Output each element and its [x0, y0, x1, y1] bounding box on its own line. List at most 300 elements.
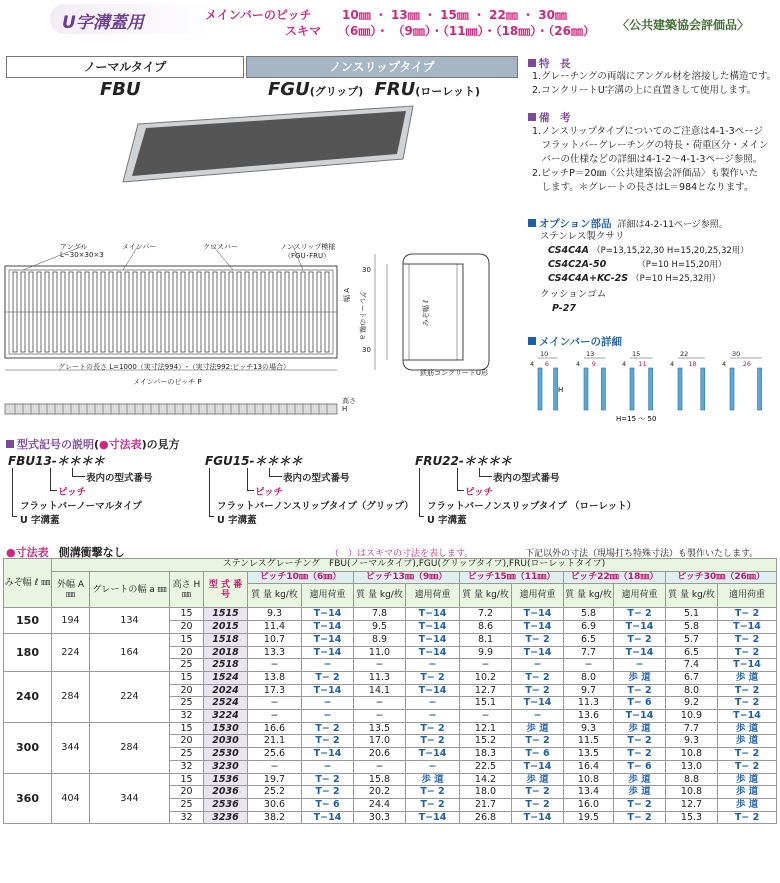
- cell-mass: 15.3: [666, 811, 718, 824]
- option-row-1: CS4C4A （P=13,15,22,30 H=15,20,25,32用）: [548, 245, 749, 256]
- cell-mass: 26.8: [460, 811, 512, 824]
- code-example: FBU13-＊＊＊＊: [8, 454, 105, 468]
- cell-load: T−14: [406, 608, 460, 621]
- cell-load: T− 2: [302, 722, 354, 735]
- features-marker: [528, 59, 536, 67]
- code-bracket: [247, 468, 254, 491]
- code-bracket: [209, 468, 214, 517]
- cell-mass: 20.2: [354, 786, 406, 799]
- cell-model-no: 2518: [204, 659, 248, 672]
- cell-model-no: 1536: [204, 773, 248, 786]
- cell-load: T− 6: [614, 760, 666, 773]
- cell-outer-width: 284: [52, 671, 90, 722]
- cell-load: 歩 道: [512, 722, 564, 735]
- cell-load: T− 2: [512, 735, 564, 748]
- codes-marker: [6, 440, 14, 448]
- cell-mass: 13.5: [564, 748, 614, 761]
- cell-mass: 8.9: [354, 633, 406, 646]
- cell-load: 歩 道: [718, 773, 777, 786]
- remarks-item-4: 2.ピッチP＝20㎜〈公共建築協会評価品〉も製作いた: [532, 168, 759, 179]
- mainbar-pitch: 10: [540, 350, 549, 358]
- cell-mass: 10.8: [666, 748, 718, 761]
- cell-height: 32: [170, 760, 204, 773]
- table-note-special: 下記以外の寸法（現場打ち特殊寸法）も製作いたします。: [525, 549, 759, 559]
- cell-model-no: 2030: [204, 735, 248, 748]
- options-rubber-code: P-27: [552, 303, 576, 314]
- mainbar-section: [554, 368, 558, 410]
- code-bracket: [479, 468, 492, 477]
- cell-mass: 13.3: [248, 646, 302, 659]
- cell-mass: 8.0: [564, 671, 614, 684]
- th-outer-width: 外幅 A ㎜: [52, 571, 90, 608]
- cell-model-no: 2524: [204, 697, 248, 710]
- table-row: [4, 722, 777, 735]
- cell-load: T−14: [614, 710, 666, 723]
- th-load: 適用荷重: [406, 584, 460, 608]
- cell-mass: 5.8: [666, 621, 718, 634]
- cell-load: T−14: [406, 633, 460, 646]
- cell-load: T− 2: [512, 798, 564, 811]
- cell-mass: 10.8: [666, 786, 718, 799]
- cell-load: T−14: [302, 811, 354, 824]
- options-chain: ステンレス製クサリ: [540, 231, 625, 242]
- cell-mass: 11.5: [564, 735, 614, 748]
- cell-load: 歩 道: [718, 722, 777, 735]
- label-width-a: 幅 A: [343, 287, 352, 303]
- cell-mass: 7.7: [564, 646, 614, 659]
- cell-mass: 13.0: [666, 760, 718, 773]
- cell-grate-width: 164: [90, 633, 170, 671]
- cell-groove-width: 180: [4, 633, 52, 671]
- cell-load: T− 6: [302, 798, 354, 811]
- cell-mass: 11.3: [564, 697, 614, 710]
- cell-mass: 13.5: [354, 722, 406, 735]
- cell-load: T− 2: [718, 684, 777, 697]
- cell-load: −: [406, 710, 460, 723]
- code-pitch: ピッチ: [58, 487, 87, 498]
- th-mass: 質 量 kg/枚: [248, 584, 302, 608]
- cell-load: T−14: [302, 621, 354, 634]
- mainbar-section: [630, 368, 634, 410]
- cell-mass: −: [248, 710, 302, 723]
- cell-height: 15: [170, 722, 204, 735]
- cell-outer-width: 404: [52, 773, 90, 824]
- cell-load: 歩 道: [614, 671, 666, 684]
- cell-load: T− 2: [512, 671, 564, 684]
- cell-mass: −: [460, 659, 512, 672]
- cell-load: T−14: [614, 646, 666, 659]
- page-category: U字溝蓋用: [62, 13, 144, 33]
- cell-load: −: [406, 659, 460, 672]
- cell-model-no: 3224: [204, 710, 248, 723]
- label-nonslip: ノンスリップ模様: [280, 243, 336, 251]
- cell-grate-width: 224: [90, 671, 170, 722]
- cell-mass: 25.6: [248, 748, 302, 761]
- label-crossbar: クロスバー: [203, 243, 238, 251]
- code-type-no: 表内の型式番号: [283, 473, 350, 484]
- th-grate-width: グレートの幅 a ㎜: [90, 571, 170, 608]
- pitch-values: 10㎜ ・ 13㎜ ・ 15㎜ ・ 22㎜ ・ 30㎜: [342, 8, 567, 22]
- cell-mass: 19.5: [564, 811, 614, 824]
- cell-load: −: [614, 659, 666, 672]
- mainbar-pitch: 22: [680, 350, 689, 358]
- cell-load: 歩 道: [614, 722, 666, 735]
- cell-mass: 6.7: [666, 671, 718, 684]
- cell-mass: 9.5: [354, 621, 406, 634]
- cell-load: −: [302, 710, 354, 723]
- code-bracket: [12, 468, 17, 517]
- mainbar-gap: 11: [638, 360, 647, 368]
- mainbar-detail-drawing: [528, 346, 778, 424]
- cell-load: T−14: [512, 697, 564, 710]
- cell-load: T− 2: [512, 684, 564, 697]
- cell-mass: 8.1: [460, 633, 512, 646]
- cell-mass: 15.1: [460, 697, 512, 710]
- table-row: [4, 671, 777, 684]
- cell-load: T− 2: [302, 735, 354, 748]
- cell-model-no: 1515: [204, 608, 248, 621]
- cell-mass: −: [354, 697, 406, 710]
- th-mass: 質 量 kg/枚: [354, 584, 406, 608]
- cell-mass: 13.6: [564, 710, 614, 723]
- cell-mass: 8.6: [460, 621, 512, 634]
- cell-load: T−14: [406, 748, 460, 761]
- th-pitch-22: ピッチ22㎜（18㎜）: [564, 571, 666, 584]
- cell-mass: 7.4: [666, 659, 718, 672]
- cell-load: T−14: [512, 760, 564, 773]
- mainbar-thickness: 4: [622, 360, 627, 368]
- option-row-2: CS4C2A-50 （P=10 H=15,20用）: [548, 259, 727, 270]
- cell-mass: −: [460, 710, 512, 723]
- cell-load: T−14: [302, 608, 354, 621]
- cell-load: T− 2: [406, 722, 460, 735]
- code-example: FRU22-＊＊＊＊: [415, 454, 512, 468]
- cell-model-no: 2036: [204, 786, 248, 799]
- mainbar-thickness: 4: [670, 360, 675, 368]
- th-top: ステンレスグレーチング FBU(ノーマルタイプ),FGU(グリップタイプ),FRU(ローレットタイプ): [52, 559, 777, 572]
- type-normal-label: ノーマルタイプ: [6, 56, 244, 78]
- cell-mass: 15.2: [460, 735, 512, 748]
- code-u: U 字溝蓋: [217, 515, 257, 526]
- cell-mass: 7.2: [460, 608, 512, 621]
- features-item-1: 1.グレーチングの両端にアングル材を溶接した構造です。: [532, 71, 777, 82]
- cell-load: T− 2: [614, 735, 666, 748]
- mainbar-section: [758, 368, 762, 410]
- cell-mass: 10.8: [564, 773, 614, 786]
- cell-height: 20: [170, 735, 204, 748]
- cell-mass: 5.8: [564, 608, 614, 621]
- table-note-gap: （ ）はスキマの寸法を表します。: [330, 549, 474, 559]
- cell-model-no: 2530: [204, 748, 248, 761]
- cell-mass: 11.4: [248, 621, 302, 634]
- model-fru: FRU: [374, 79, 416, 100]
- cell-mass: 7.7: [666, 722, 718, 735]
- cell-mass: −: [354, 710, 406, 723]
- cell-mass: 20.6: [354, 748, 406, 761]
- code-u: U 字溝蓋: [427, 515, 467, 526]
- mainbar-gap: 26: [742, 360, 752, 368]
- cell-mass: −: [354, 760, 406, 773]
- cell-mass: 22.5: [460, 760, 512, 773]
- cell-mass: 21.1: [248, 735, 302, 748]
- cell-mass: 16.6: [248, 722, 302, 735]
- table-row: [4, 773, 777, 786]
- cell-load: T−14: [512, 811, 564, 824]
- cell-mass: 16.0: [564, 798, 614, 811]
- table-row: [4, 608, 777, 621]
- cell-mass: 13.4: [564, 786, 614, 799]
- cell-mass: 7.8: [354, 608, 406, 621]
- cell-load: T−14: [302, 646, 354, 659]
- th-model-no: 型 式 番 号: [204, 571, 248, 608]
- cell-mass: −: [564, 659, 614, 672]
- label-pitch: メインバーのピッチ P: [133, 378, 202, 386]
- cell-height: 15: [170, 633, 204, 646]
- cell-height: 32: [170, 811, 204, 824]
- cell-model-no: 3230: [204, 760, 248, 773]
- remarks-item-2: フラットバーグレーチングの特長・荷重区分・メイン: [532, 140, 769, 151]
- cell-load: 歩 道: [406, 773, 460, 786]
- cell-model-no: 2024: [204, 684, 248, 697]
- cell-mass: 8.0: [666, 684, 718, 697]
- th-pitch-10: ピッチ10㎜（6㎜）: [248, 571, 354, 584]
- cell-load: T−14: [512, 646, 564, 659]
- label-grate-width: グレートの幅 a: [358, 290, 367, 340]
- cell-mass: 5.1: [666, 608, 718, 621]
- cell-height: 15: [170, 671, 204, 684]
- code-pitch: ピッチ: [255, 487, 284, 498]
- th-pitch-13: ピッチ13㎜（9㎜）: [354, 571, 460, 584]
- label-height: 高さH: [342, 397, 356, 413]
- cell-mass: 30.3: [354, 811, 406, 824]
- mainbar-marker: [528, 337, 536, 345]
- mainbar-gap: 9: [591, 360, 596, 368]
- cell-mass: 24.4: [354, 798, 406, 811]
- cell-grate-width: 134: [90, 608, 170, 633]
- cell-groove-width: 300: [4, 722, 52, 773]
- cell-load: −: [512, 710, 564, 723]
- cell-mass: 19.7: [248, 773, 302, 786]
- cell-model-no: 1524: [204, 671, 248, 684]
- org-badge: 〈公共建築協会評価品〉: [617, 18, 750, 32]
- cell-outer-width: 224: [52, 633, 90, 671]
- cell-height: 15: [170, 608, 204, 621]
- cell-mass: −: [248, 659, 302, 672]
- cell-load: T− 2: [718, 811, 777, 824]
- cell-mass: 8.8: [666, 773, 718, 786]
- cell-mass: 9.7: [564, 684, 614, 697]
- cell-load: T− 2: [302, 671, 354, 684]
- code-pitch: ピッチ: [465, 487, 494, 498]
- options-rubber: クッションゴム: [540, 289, 607, 300]
- cell-height: 32: [170, 710, 204, 723]
- cell-load: T−14: [718, 621, 777, 634]
- th-pitch-30: ピッチ30㎜（26㎜）: [666, 571, 777, 584]
- remarks-item-5: します。＊グレートの長さはL＝984となります。: [532, 182, 754, 193]
- cell-mass: −: [248, 697, 302, 710]
- cell-load: 歩 道: [718, 735, 777, 748]
- code-bracket: [72, 468, 85, 477]
- cell-mass: 9.9: [460, 646, 512, 659]
- cell-mass: 11.3: [354, 671, 406, 684]
- label-u-groove: 鉄筋コンクリートU形: [420, 369, 488, 377]
- cell-load: −: [512, 659, 564, 672]
- cell-model-no: 2018: [204, 646, 248, 659]
- cell-mass: 6.5: [666, 646, 718, 659]
- gap-values: （6㎜）・ （9㎜）・（11㎜）・（18㎜）・（26㎜）: [338, 24, 595, 38]
- mainbar-section: [538, 368, 542, 410]
- label-angle: アングル: [60, 243, 88, 251]
- cell-load: T− 6: [512, 748, 564, 761]
- cell-load: T− 6: [614, 697, 666, 710]
- cell-groove-width: 240: [4, 671, 52, 722]
- mainbar-thickness: 4: [722, 360, 727, 368]
- cell-height: 25: [170, 798, 204, 811]
- cell-load: T− 2: [718, 697, 777, 710]
- cell-load: T− 2: [512, 633, 564, 646]
- cell-mass: 12.7: [460, 684, 512, 697]
- cell-model-no: 1530: [204, 722, 248, 735]
- code-bracket: [50, 468, 57, 491]
- mainbar-section: [678, 368, 682, 410]
- mainbar-section: [649, 368, 653, 410]
- cell-mass: 10.9: [666, 710, 718, 723]
- label-length: グレートの長さ L=1000（実寸法994）･（実寸法992:ピッチ13の場合）: [58, 363, 291, 371]
- remarks-item-1: 1.ノンスリップタイプについてのご注意は4-1-3ページ: [532, 126, 763, 137]
- grating-illustration: [118, 104, 418, 184]
- mainbar-pitch: 15: [632, 350, 641, 358]
- mainbar-section: [701, 368, 705, 410]
- code-kind: フラットバーノーマルタイプ: [20, 501, 142, 512]
- th-load: 適用荷重: [614, 584, 666, 608]
- cell-height: 20: [170, 684, 204, 697]
- code-bracket: [269, 468, 282, 477]
- cell-mass: 6.9: [564, 621, 614, 634]
- cell-mass: 21.7: [460, 798, 512, 811]
- mainbar-pitch: 13: [586, 350, 595, 358]
- cell-model-no: 2015: [204, 621, 248, 634]
- cell-load: 歩 道: [614, 786, 666, 799]
- remarks-title: 備 考: [528, 110, 571, 125]
- cell-mass: 15.8: [354, 773, 406, 786]
- cell-grate-width: 344: [90, 773, 170, 824]
- cell-height: 20: [170, 621, 204, 634]
- code-bracket: [457, 468, 464, 491]
- cell-mass: 12.1: [460, 722, 512, 735]
- cell-load: T− 2: [718, 646, 777, 659]
- cell-height: 25: [170, 697, 204, 710]
- cell-load: T− 2: [406, 735, 460, 748]
- cell-model-no: 1518: [204, 633, 248, 646]
- cell-outer-width: 344: [52, 722, 90, 773]
- cell-load: −: [406, 697, 460, 710]
- cell-load: T− 2: [718, 760, 777, 773]
- cell-load: 歩 道: [512, 773, 564, 786]
- mainbar-gap: 6: [544, 360, 549, 368]
- options-marker: [528, 219, 536, 227]
- mainbar-thickness: 4: [576, 360, 581, 368]
- model-fbu: FBU: [100, 79, 141, 100]
- cell-load: T−14: [614, 621, 666, 634]
- model-fru-note: (ローレット): [415, 85, 481, 98]
- code-example: FGU15-＊＊＊＊: [205, 454, 303, 468]
- cell-mass: 30.6: [248, 798, 302, 811]
- cell-load: T− 2: [718, 748, 777, 761]
- code-kind: フラットバーノンスリップタイプ（グリップ）: [217, 501, 414, 512]
- code-bracket: [419, 468, 424, 517]
- cell-load: −: [302, 659, 354, 672]
- option-row-3: CS4C4A+KC-2S （P=10 H=25,32用）: [548, 273, 721, 284]
- cell-load: T− 2: [614, 633, 666, 646]
- cell-load: T− 2: [718, 608, 777, 621]
- cell-mass: 9.3: [666, 735, 718, 748]
- remarks-marker: [528, 113, 536, 121]
- label-mainbar: メインバー: [122, 243, 157, 251]
- cell-load: T− 2: [614, 608, 666, 621]
- cell-mass: 5.7: [666, 633, 718, 646]
- cell-mass: 17.3: [248, 684, 302, 697]
- cell-load: T−14: [302, 748, 354, 761]
- features-title: 特 長: [528, 56, 571, 71]
- remarks-item-3: バーの仕様などの詳細は4-1-2～4-1-3ページ参照。: [532, 154, 763, 165]
- cell-load: T− 2: [406, 798, 460, 811]
- cell-height: 20: [170, 646, 204, 659]
- cell-mass: −: [354, 659, 406, 672]
- cell-load: T− 2: [614, 798, 666, 811]
- cell-height: 25: [170, 659, 204, 672]
- code-type-no: 表内の型式番号: [493, 473, 560, 484]
- th-pitch-15: ピッチ15㎜（11㎜）: [460, 571, 564, 584]
- cell-mass: 16.4: [564, 760, 614, 773]
- cell-mass: −: [248, 760, 302, 773]
- cell-load: T− 2: [614, 811, 666, 824]
- cell-mass: 10.7: [248, 633, 302, 646]
- cell-height: 25: [170, 748, 204, 761]
- model-fgu: FGU: [268, 79, 310, 100]
- cell-load: T−14: [406, 621, 460, 634]
- cell-mass: 11.0: [354, 646, 406, 659]
- cell-groove-width: 150: [4, 608, 52, 633]
- th-mass: 質 量 kg/枚: [460, 584, 512, 608]
- dimension-table: [3, 558, 777, 824]
- cell-load: T−14: [406, 684, 460, 697]
- cell-height: 20: [170, 786, 204, 799]
- cell-load: T−14: [406, 811, 460, 824]
- mainbar-section: [584, 368, 588, 410]
- th-load: 適用荷重: [302, 584, 354, 608]
- cell-load: T−14: [512, 608, 564, 621]
- cell-mass: 14.2: [460, 773, 512, 786]
- cell-mass: 18.0: [460, 786, 512, 799]
- pitch-label: メインバーのピッチ: [205, 8, 312, 22]
- th-load: 適用荷重: [512, 584, 564, 608]
- th-groove-width: みぞ幅 ℓ ㎜: [4, 559, 52, 608]
- cell-load: T− 2: [406, 786, 460, 799]
- features-item-2: 2.コンクリートU字溝の上に直置きして使用します。: [532, 85, 757, 96]
- label-groove-width: みぞ幅 ℓ: [422, 299, 431, 327]
- cell-load: 歩 道: [718, 671, 777, 684]
- cell-model-no: 3236: [204, 811, 248, 824]
- cell-mass: 17.0: [354, 735, 406, 748]
- code-type-no: 表内の型式番号: [86, 473, 153, 484]
- code-kind: フラットバーノンスリップタイプ （ローレット）: [427, 501, 637, 512]
- label-dim30a: 30: [362, 266, 371, 274]
- cell-load: T− 2: [302, 773, 354, 786]
- code-u: U 字溝蓋: [20, 515, 60, 526]
- type-nonslip-label: ノンスリップタイプ: [246, 56, 518, 78]
- cell-mass: 10.2: [460, 671, 512, 684]
- cell-load: T− 2: [614, 748, 666, 761]
